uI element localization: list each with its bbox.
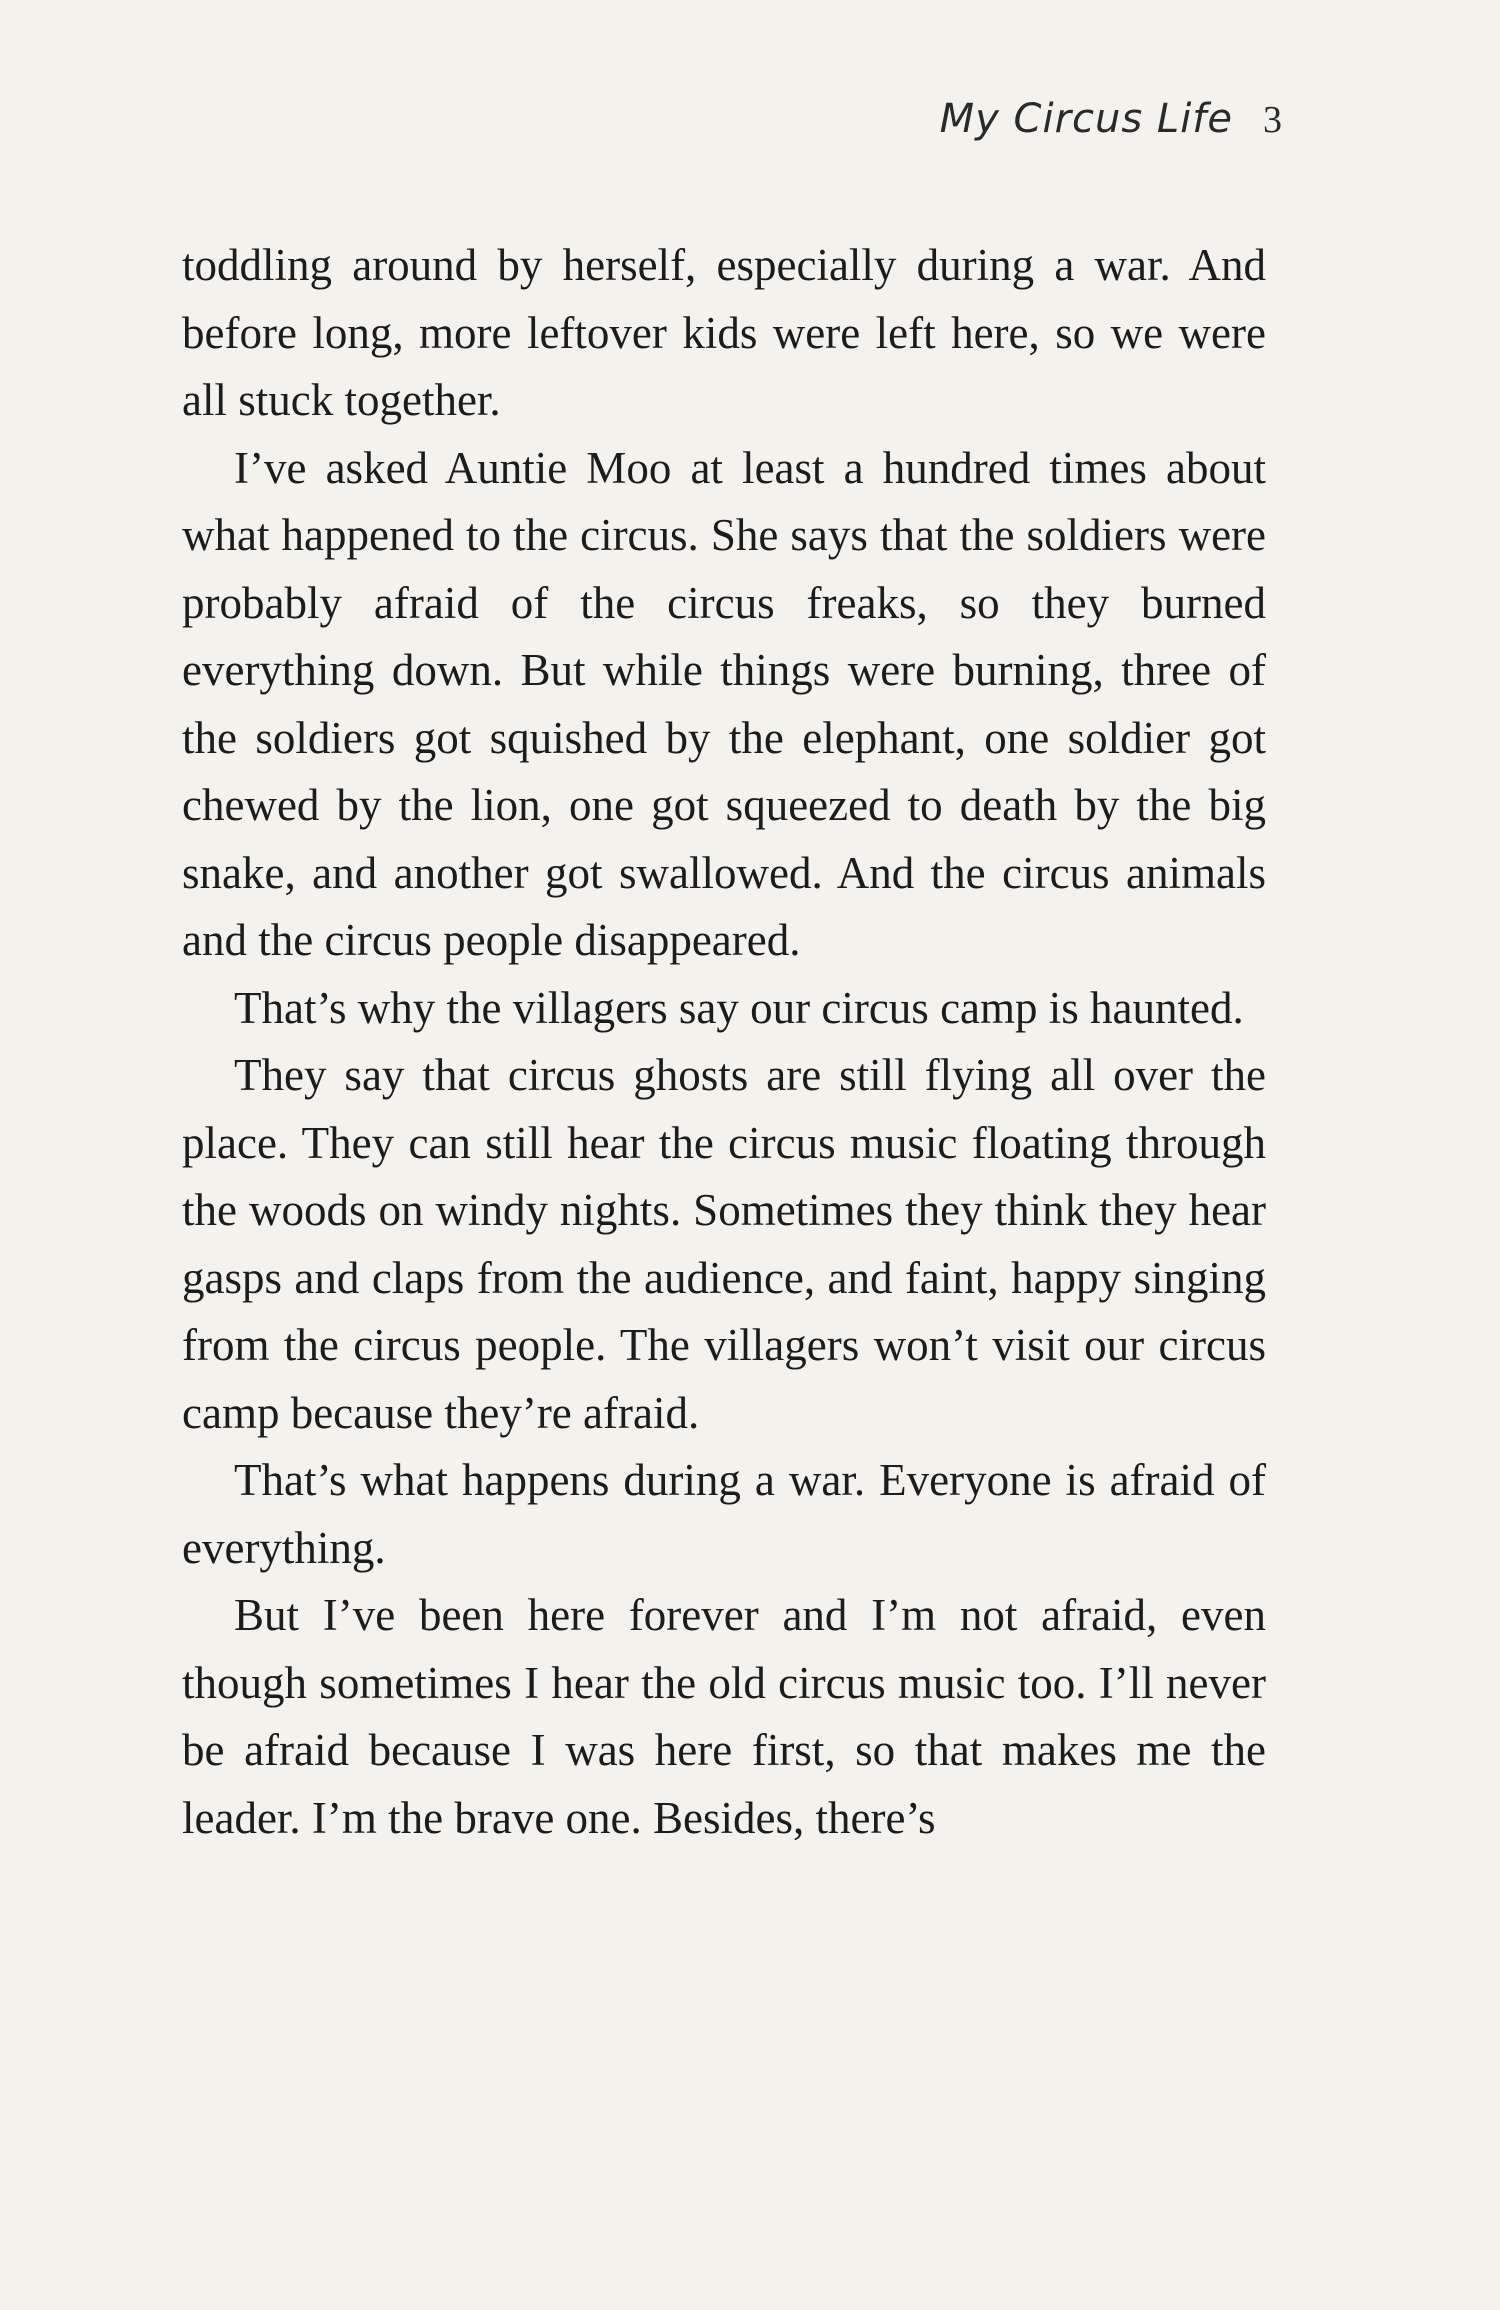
paragraph-6: But I’ve been here forever and I’m not afraid, even though sometimes I hear the old circus music too. I’ll never be afraid because I was here first, so that makes me the leader. I’m the brave one. Besides, there’s xyxy=(182,1590,1266,1843)
paragraph-2: I’ve asked Auntie Moo at least a hundred times about what happened to the circus. She says that the soldiers were probably afraid of the circus freaks, so they burned everything down. But while things were burning, three of the soldiers got squished by the elephant, one soldier got chewed by the lion, one got squeezed to death by the big snake, and another got swallowed. And the circus animals and the circus people disappeared. xyxy=(182,442,1266,965)
paragraph-3: That’s why the villagers say our circus camp is haunted. xyxy=(234,982,1244,1033)
page-number: 3 xyxy=(1263,99,1282,141)
paragraph-4: They say that circus ghosts are still flying all over the place. They can still hear the circus music floating through the woods on windy nights. Sometimes they think they hear gasps and claps from the audience, and faint, happy singing from the circus people. The villagers won’t visit our circus camp because they’re afraid. xyxy=(182,1050,1266,1438)
body-text xyxy=(182,232,1266,1852)
running-title: My Circus Life xyxy=(939,96,1233,142)
paragraph-5: That’s what happens during a war. Everyone is afraid of everything. xyxy=(182,1455,1266,1573)
running-head xyxy=(940,96,1282,142)
paragraph-1: toddling around by herself, especially during a war. And before long, more leftover kids were left here, so we were all stuck together. xyxy=(182,240,1266,425)
